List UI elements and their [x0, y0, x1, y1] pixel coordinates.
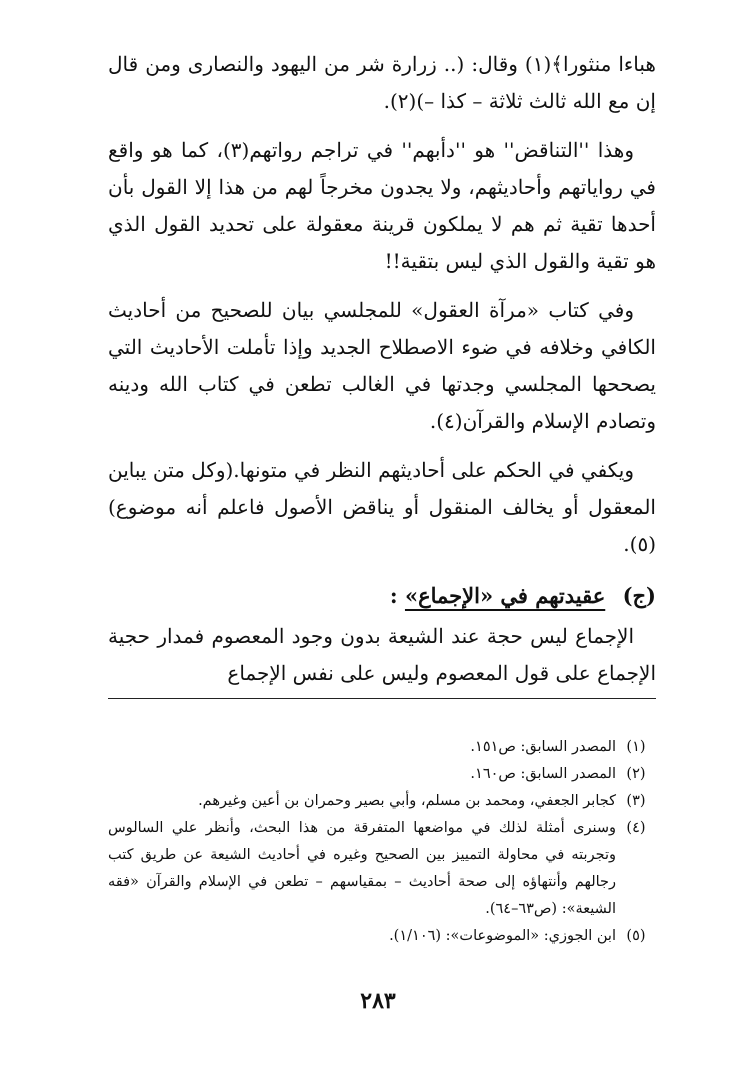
page-number: ٢٨٣	[360, 988, 396, 1014]
footnote-text: المصدر السابق: ص١٥١.	[470, 739, 616, 755]
footnote	[108, 734, 656, 761]
footnote-number: (٥)	[626, 928, 646, 944]
footnote-text: المصدر السابق: ص١٦٠.	[470, 766, 616, 782]
footnote	[108, 923, 656, 950]
section-mark: (ج)	[622, 583, 656, 608]
footnote	[108, 815, 656, 923]
footnote	[108, 788, 656, 815]
footnote-number: (٣)	[626, 793, 646, 809]
footnote-text: كجابر الجعفي، ومحمد بن مسلم، وأبي بصير وحمران بن أعين وغيرهم.	[198, 793, 616, 809]
paragraph-4: ويكفي في الحكم على أحاديثهم النظر في متونها.(وكل متن يباين المعقول أو يخالف المنقول أو يناقض الأصول فاعلم أنه موضوع)(٥).	[108, 458, 656, 556]
section-suffix: :	[389, 583, 398, 608]
footnote-number: (٢)	[626, 766, 646, 782]
paragraph-3: وفي كتاب «مرآة العقول» للمجلسي بيان للصحيح من أحاديث الكافي وخلافه في ضوء الاصطلاح الجديد وإذا تأملت الأحاديث التي يصححها المجلسي وجدتها في الغالب تطعن في كتاب الله ودينه وتصادم الإسلام والقرآن(٤).	[108, 298, 656, 433]
paragraph-2: وهذا ''التناقض'' هو ''دأبهم'' في تراجم رواتهم(٣)، كما هو واقع في رواياتهم وأحاديثهم، ولا يجدون مخرجاً لهم من هذا إلا القول بأن أحدها تقية ثم هم لا يملكون قرينة معقولة على تحديد القول الذي هو تقية والقول الذي ليس بتقية!!	[108, 138, 656, 273]
paragraph-1: هباءا منثورا﴾(١) وقال: (.. زرارة شر من اليهود والنصارى ومن قال إن مع الله ثالث ثلاثة – كذا –)(٢).	[108, 52, 656, 113]
section-title: عقيدتهم في «الإجماع»	[404, 583, 606, 608]
footnote-text: ابن الجوزي: «الموضوعات»: (١/١٠٦).	[389, 928, 616, 944]
footnotes	[108, 734, 656, 950]
footnote-number: (٤)	[626, 820, 646, 836]
section-heading	[108, 577, 656, 614]
footnote	[108, 761, 656, 788]
main-text	[108, 46, 656, 711]
footnote-number: (١)	[626, 739, 646, 755]
section-paragraph: الإجماع ليس حجة عند الشيعة بدون وجود المعصوم فمدار حجية الإجماع على قول المعصوم وليس على نفس الإجماع	[108, 618, 656, 699]
footnote-text: وسنرى أمثلة لذلك في مواضعها المتفرقة من هذا البحث، وأنظر علي السالوس وتجربته في محاولة التمييز بين الصحيح وغيره في أحاديث الشيعة عن طريق كتب رجالهم وأنتهاؤه إلى صحة أحاديث – بمقياسهم – تطعن في الإسلام والقرآن «فقه الشيعة»: (ص٦٣–٦٤).	[108, 820, 616, 917]
